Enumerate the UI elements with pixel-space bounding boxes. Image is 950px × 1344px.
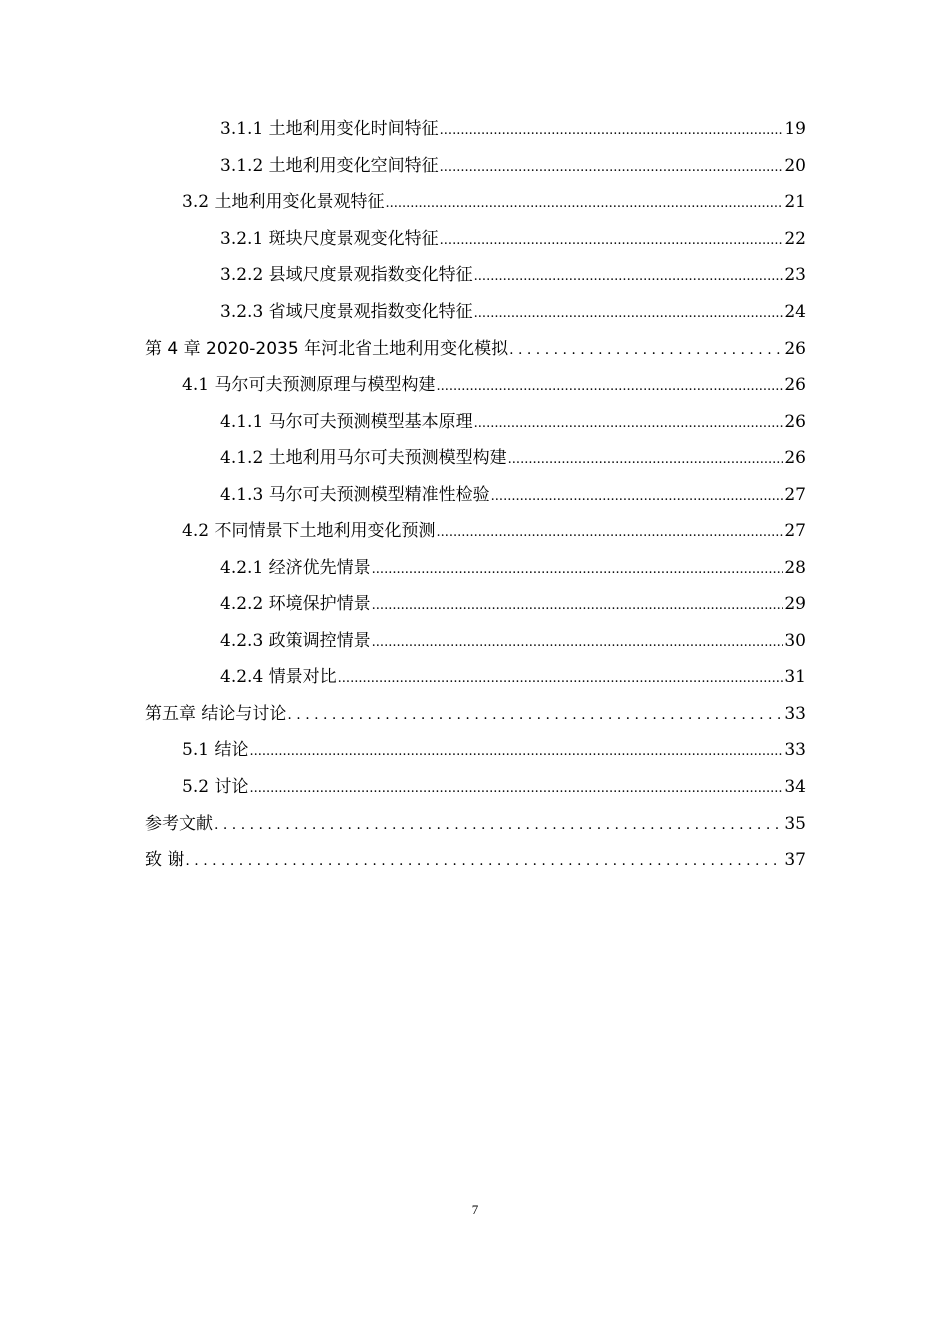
toc-entry[interactable] [220,483,806,507]
toc-entry-page: 27 [784,521,806,541]
toc-entry-page: 26 [784,448,806,468]
toc-entry-page: 22 [784,229,806,249]
toc-entry-title: 4.1.3 马尔可夫预测模型精准性检验 [220,485,490,505]
toc-entry-page: 30 [784,631,806,651]
toc-entry[interactable] [220,263,806,287]
toc-entry-title: 5.1 结论 [182,740,249,760]
toc-entry[interactable] [220,629,806,653]
toc-leader-dots [474,410,784,436]
toc-entry-page: 27 [784,485,806,505]
toc-chapter-entry[interactable] [145,702,806,726]
toc-leader-dots [214,812,783,837]
toc-leader-dots [508,446,784,472]
toc-entry[interactable] [220,300,806,324]
toc-entry-page: 24 [784,302,806,322]
page-number: 7 [471,1202,479,1217]
toc-leader-dots [440,117,784,143]
toc-leader-dots [385,190,783,216]
toc-leader-dots [249,738,783,764]
toc-entry[interactable] [220,665,806,689]
toc-leader-dots [372,592,784,618]
toc-entry[interactable] [220,410,806,434]
toc-entry-title: 4.1.1 马尔可夫预测模型基本原理 [220,412,473,432]
toc-entry[interactable] [220,446,806,470]
toc-entry-title: 5.2 讨论 [182,777,249,797]
toc-leader-dots [474,300,784,326]
toc-entry-title: 第 4 章 2020-2035 年河北省土地利用变化模拟 [145,339,509,359]
toc-entry[interactable] [220,592,806,616]
toc-entry[interactable] [220,227,806,251]
toc-leader-dots [474,263,784,289]
toc-entry-page: 20 [784,156,806,176]
toc-leader-dots [372,629,784,655]
toc-entry-page: 26 [784,339,806,359]
toc-entry-page: 37 [784,850,806,870]
toc-entry-title: 4.1 马尔可夫预测原理与模型构建 [182,375,436,395]
toc-entry-title: 3.2.3 省域尺度景观指数变化特征 [220,302,473,322]
toc-entry-page: 19 [784,119,806,139]
toc-entry[interactable] [182,373,806,397]
toc-leader-dots [185,848,783,873]
toc-entry-title: 4.2.2 环境保护情景 [220,594,371,614]
toc-entry[interactable] [220,556,806,580]
toc-entry-page: 35 [784,814,806,834]
toc-entry[interactable] [182,190,806,214]
toc-chapter-entry[interactable] [145,337,806,361]
toc-entry-title: 3.2.2 县域尺度景观指数变化特征 [220,265,473,285]
toc-entry-title: 致 谢 [145,850,185,870]
toc-entry-page: 26 [784,412,806,432]
toc-leader-dots [249,775,783,801]
toc-leader-dots [491,483,784,509]
toc-entry-title: 3.2.1 斑块尺度景观变化特征 [220,229,439,249]
toc-leader-dots [440,227,784,253]
toc-entry-page: 34 [784,777,806,797]
toc-entry-page: 21 [784,192,806,212]
toc-entry-page: 23 [784,265,806,285]
toc-leader-dots [440,154,784,180]
toc-entry[interactable] [182,775,806,799]
toc-leader-dots [509,337,783,362]
toc-leader-dots [338,665,784,691]
toc-entry[interactable] [220,154,806,178]
toc-entry[interactable] [182,738,806,762]
toc-leader-dots [372,556,784,582]
toc-entry-title: 参考文献 [145,814,213,834]
toc-entry[interactable] [220,117,806,141]
toc-entry-title: 3.2 土地利用变化景观特征 [182,192,385,212]
toc-leader-dots [436,373,783,399]
toc-entry-title: 3.1.1 土地利用变化时间特征 [220,119,439,139]
toc-entry-title: 3.1.2 土地利用变化空间特征 [220,156,439,176]
toc-leader-dots [287,702,783,727]
toc-entry-title: 4.2 不同情景下土地利用变化预测 [182,521,436,541]
toc-entry-title: 第五章 结论与讨论 [145,704,287,724]
toc-entry-title: 4.1.2 土地利用马尔可夫预测模型构建 [220,448,507,468]
toc-entry-title: 4.2.3 政策调控情景 [220,631,371,651]
toc-entry-title: 4.2.4 情景对比 [220,667,337,687]
toc-leader-dots [436,519,783,545]
toc-entry-page: 26 [784,375,806,395]
toc-chapter-entry[interactable] [145,848,806,872]
toc-entry-title: 4.2.1 经济优先情景 [220,558,371,578]
toc-entry-page: 28 [784,558,806,578]
toc-chapter-entry[interactable] [145,812,806,836]
toc-entry-page: 33 [784,704,806,724]
toc-entry-page: 29 [784,594,806,614]
toc-entry-page: 33 [784,740,806,760]
toc-entry[interactable] [182,519,806,543]
toc-entry-page: 31 [784,667,806,687]
